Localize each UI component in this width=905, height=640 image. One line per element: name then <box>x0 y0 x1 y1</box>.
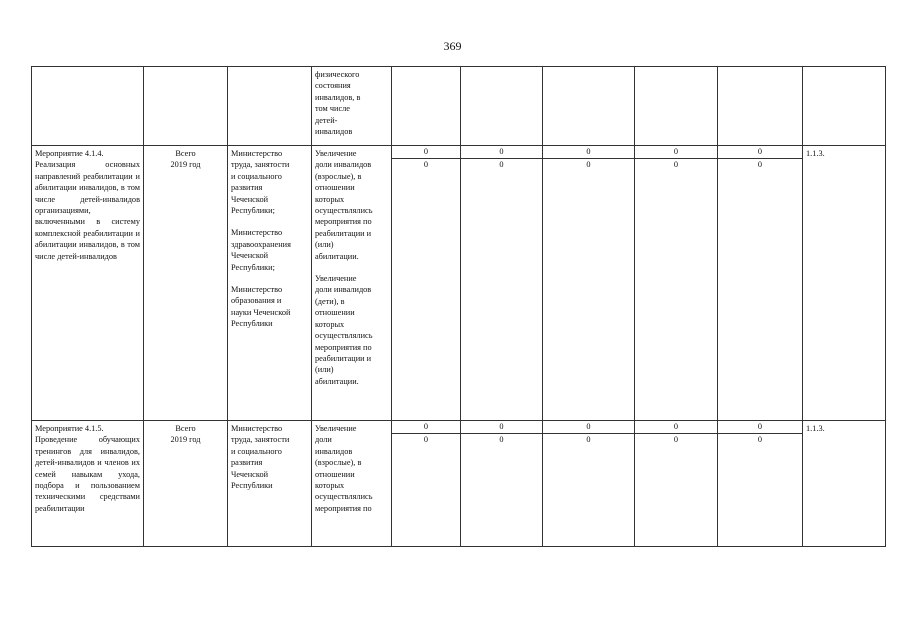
executor-text: Министерство труда, занятости и социального развития Чеченской Республики; <box>231 149 290 216</box>
value-2019: 0 <box>673 435 679 445</box>
value-cell <box>543 146 635 421</box>
value-2019: 0 <box>423 160 429 170</box>
value-2019: 0 <box>673 160 679 170</box>
value-total: 0 <box>461 421 542 434</box>
measure-cell <box>32 67 144 146</box>
page-number: 369 <box>443 39 462 53</box>
value-total: 0 <box>635 421 717 434</box>
executor-text: Министерство труда, занятости и социального развития Чеченской Республики <box>231 424 290 491</box>
value-2019: 0 <box>757 160 763 170</box>
value-total: 0 <box>392 146 460 159</box>
indicator-cell <box>312 146 392 421</box>
value-2019: 0 <box>757 435 763 445</box>
code-cell <box>803 67 886 146</box>
value-cell <box>635 146 718 421</box>
value-cell <box>392 421 461 547</box>
value-cell <box>392 146 461 421</box>
value-total: 0 <box>461 146 542 159</box>
measure-cell <box>32 421 144 547</box>
code-cell: 1.1.3. <box>803 146 886 421</box>
value-2019: 0 <box>586 435 591 445</box>
value-cell <box>635 67 718 146</box>
table-row <box>32 421 886 547</box>
program-table <box>31 66 886 547</box>
value-cell <box>718 421 803 547</box>
value-total: 0 <box>392 421 460 434</box>
indicator-cell <box>312 421 392 547</box>
table-row <box>32 146 886 421</box>
value-cell <box>635 421 718 547</box>
value-2019: 0 <box>423 435 429 445</box>
period-total: Всего <box>175 424 196 433</box>
value-total: 0 <box>543 146 634 159</box>
executor-text: Министерство здравоохранения Чеченской Республики; <box>231 228 291 272</box>
period-cell <box>144 67 228 146</box>
value-total: 0 <box>718 421 802 434</box>
executor-cell <box>228 67 312 146</box>
indicator-text: Увеличение доли инвалидов (дети), в отношении которых осуществлялись мероприятия по реабилитации и (или) абилитации. <box>315 274 373 386</box>
value-cell <box>543 421 635 547</box>
value-cell <box>461 421 543 547</box>
value-cell <box>718 67 803 146</box>
value-cell <box>392 67 461 146</box>
indicator-text: физического состояния инвалидов, в том числе детей- инвалидов <box>315 70 361 137</box>
measure-text: Мероприятие 4.1.4. Реализация основных направлений реабилитации и абилитации инвалидов, в том числе детей-инвалидов организациями, включенными в систему комплексной реабилитации и абилитации инвалидов, в том числе детей-инвалидов <box>35 149 140 261</box>
value-cell <box>718 146 803 421</box>
value-2019: 0 <box>499 435 504 445</box>
period-cell <box>144 146 228 421</box>
value-total: 0 <box>718 146 802 159</box>
table-row <box>32 67 886 146</box>
value-total: 0 <box>543 421 634 434</box>
executor-cell <box>228 421 312 547</box>
period-year: 2019 год <box>170 435 201 445</box>
period-year: 2019 год <box>170 160 201 170</box>
period-cell <box>144 421 228 547</box>
value-cell <box>461 146 543 421</box>
indicator-cell <box>312 67 392 146</box>
value-2019: 0 <box>586 160 591 170</box>
measure-text: Мероприятие 4.1.5. Проведение обучающих тренингов для инвалидов, детей-инвалидов и членов их семей навыкам ухода, подбора и пользованием техническими средствами реабилитации <box>35 424 140 513</box>
indicator-text: Увеличение доли инвалидов (взрослые), в отношении которых осуществлялись мероприятия по <box>315 424 373 513</box>
value-cell <box>461 67 543 146</box>
code-cell: 1.1.3. <box>803 421 886 547</box>
executor-cell <box>228 146 312 421</box>
period-total: Всего <box>175 149 196 158</box>
value-total: 0 <box>635 146 717 159</box>
indicator-text: Увеличение доли инвалидов (взрослые), в отношении которых осуществлялись мероприятия по реабилитации и (или) абилитации. <box>315 149 373 261</box>
value-2019: 0 <box>499 160 504 170</box>
value-cell <box>543 67 635 146</box>
executor-text: Министерство образования и науки Чеченской Республики <box>231 285 291 329</box>
measure-cell <box>32 146 144 421</box>
